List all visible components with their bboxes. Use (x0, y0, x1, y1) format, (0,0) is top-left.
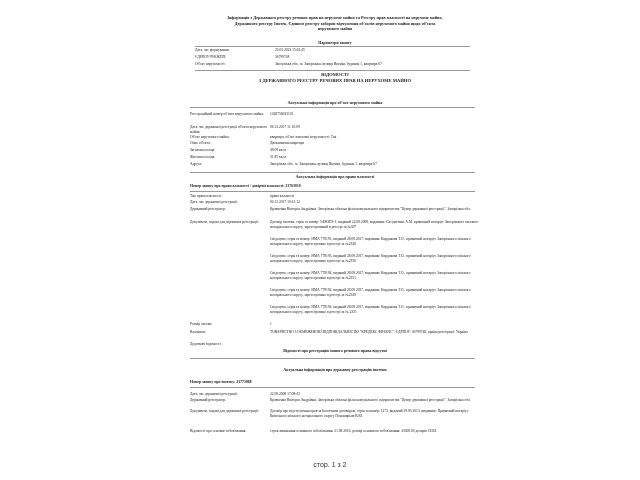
object-field-value: 48.09 кв.м (270, 148, 286, 152)
object-field-value: 31.85 кв.м (270, 155, 286, 159)
mortgage-field-label: Дата, час державної реєстрації: (190, 392, 238, 396)
object-field-value: 06.12.2017 11:10:09 (270, 125, 300, 129)
main-title-line-1: ВІДОМОСТІ (321, 72, 349, 77)
ownership-field-label: Тип права власності: (190, 194, 222, 198)
ownership-field-value: Свідоцтво, серія та номер: НМА 778194, виданий 28.09.2017, видавник: Кирдакова Т.О., приватний нотаріус Запорізького міського нотаріального округу, зареєстровано в реєстрі за № 2351 (270, 305, 471, 314)
divider (190, 191, 475, 192)
ownership-field-label: Додаткові відомості: (190, 342, 222, 346)
ownership-field-label: Розмір частки: (190, 322, 213, 326)
header-line-3: нерухомого майна (317, 26, 353, 32)
object-section-title: Актуальна інформація про об'єкт нерухомого майна (287, 100, 383, 105)
param-value: 25.03.2023 15:02:45 (275, 48, 305, 52)
mortgage-field-value: Договір про відступлення прав за Іпотечним договором, серія та номер: 1273, виданий 29.05.2013, видавник: Приватний нотаріус Київського міського нотаріального округу Пономарьов В.Ю. (270, 409, 469, 418)
object-field-label: Загальна площа: (190, 148, 216, 152)
ownership-field-value: право власності (270, 194, 295, 198)
object-field-value: Запорізька обл., м. Запоріжжя, вулиця Яценка, будинок 1, квартира 67 (270, 162, 377, 166)
main-title (150, 72, 520, 84)
divider (190, 107, 475, 108)
mortgage-field-value: 22.08.2008 17:08:43 (270, 392, 300, 396)
ownership-field-value: 04.12.2017 10:41:12 (270, 200, 300, 204)
object-field-value: 1428756023101 (270, 112, 294, 116)
mortgage-field-label: Відомості про основне зобов'язання: (190, 429, 247, 433)
main-title-line-2: З ДЕРЖАВНОГО РЕЄСТРУ РЕЧОВИХ ПРАВ НА НЕРУХОМЕ МАЙНО (258, 78, 412, 83)
ownership-field-value: Свідоцтво, серія та номер: НМА 778192, виданий 28.09.2017, видавник: Кирдакова Т.О., приватний нотаріус Запорізького міського нотаріального округу, зареєстровано в реєстрі за №2349 (270, 288, 471, 297)
mortgage-field-value: строк виконання основного зобов'язання: 21.08.2016, розмір основного зобов'язання: 43300.00 доларів США (270, 429, 437, 433)
ownership-field-label: Власники: (190, 330, 206, 334)
params-title: Параметри запиту (318, 40, 352, 45)
object-field-value: квартира, об'єкт житлової нерухомості: Так (270, 135, 337, 139)
mortgage-field-label: Документи, подані для державної реєстрації: (190, 409, 259, 413)
mortgage-section-title: Актуальна інформація про державну реєстрацію іпотеки (283, 367, 387, 372)
param-value: Запорізька обл., м. Запоріжжя, вулиця Яценка, будинок 1, квартира 67 (275, 62, 382, 66)
ownership-field-value: Кравченко Вікторія Андріївна, Запорізька обласна філія комунального підприємства "Центр державної реєстрації", Запорізька обл. (270, 207, 471, 211)
divider (190, 172, 475, 173)
mortgage-field-value: Кравченко Вікторія Андріївна, Запорізька обласна філія комунального підприємства "Центр державної реєстрації", Запорізька обл. (270, 398, 471, 402)
divider (190, 358, 475, 359)
header-line-2: Державного реєстру Іпотек, Єдиного реєстру заборон відчуження об'єктів нерухомого майна щодо об'єкта (234, 20, 436, 26)
page-number: стор. 1 з 2 (313, 462, 347, 469)
divider (195, 46, 470, 47)
ownership-field-value: Свідоцтво, серія та номер: НМА 778191, виданий 28.09.2017, видавник: Кирдакова Т.О., приватний нотаріус Запорізького міського нотаріального округу, зареєстровано в реєстрі за №2348 (270, 237, 471, 246)
divider (195, 70, 470, 71)
mortgage-record-title: Номер запису про іпотеку: 23773868 (190, 380, 252, 384)
ownership-field-value: Свідоцтво, серія та номер: НМА 778193, виданий 28.09.2017, видавник: Кирдакова Т.О., приватний нотаріус Запорізького міського нотаріального округу, зареєстровано в реєстрі за №2350 (270, 254, 471, 263)
ownership-field-label: Документи, подані для державної реєстрації: (190, 220, 259, 224)
object-field-label: Об'єкт нерухомого майна: (190, 135, 230, 139)
ownership-field-value: Свідоцтво, серія та номер: НМА 778194, виданий 28.09.2017, видавник: Кирдакова Т.О., приватний нотаріус Запорізького міського нотаріального округу, зареєстровано в реєстрі за №2351 (270, 271, 471, 280)
header-line-1: Інформація з Державного реєстру речових прав на нерухоме майно та Реєстру прав власності на нерухоме майно, (227, 15, 443, 20)
divider (190, 387, 475, 388)
object-field-label: Реєстраційний номер об'єкта нерухомого майна: (190, 112, 264, 116)
other-rights-title: Відомості про реєстрацію іншого речового права відсутні (283, 348, 387, 353)
document-header (185, 15, 485, 32)
object-field-value: Двокімнатна квартира (270, 141, 304, 145)
ownership-record-title: Номер запису про право власності / довірчої власності: 23763010 (190, 184, 301, 188)
object-field-label: Дата, час державної реєстрації об'єкта нерухомого майна: (190, 125, 268, 134)
object-field-label: Опис об'єкта: (190, 141, 211, 145)
object-field-label: Житлова площа: (190, 155, 216, 159)
param-label: ЄДРПОУ/РНОКПП: (195, 55, 227, 59)
ownership-field-label: Дата, час державної реєстрації: (190, 200, 238, 204)
param-label: Об'єкт нерухомості: (195, 62, 226, 66)
param-label: Дата, час формування: (195, 48, 230, 52)
ownership-field-label: Державний реєстратор: (190, 207, 226, 211)
param-value: 36799748 (275, 55, 290, 59)
ownership-field-value: 1 (270, 322, 272, 326)
ownership-field-value: Договір іпотеки, серія та номер: 5409ЗПЗ-1, виданий 22.08.2008, видавник: Сасідатенко А.М. приватний нотаріус Запорізького міського нотаріального округу, зареєстрований в реєстрі за №307 (270, 220, 479, 229)
mortgage-field-label: Державний реєстратор: (190, 398, 226, 402)
ownership-section-title: Актуальна інформація про право власності (295, 174, 375, 179)
object-field-label: Адреса: (190, 162, 203, 166)
ownership-field-value: ТОВАРИСТВО З ОБМЕЖЕНОЮ ВІДПОВІДАЛЬНІСТЮ "КРЕДЕКС ФІНАНС", ЄДРПОУ: 36799748, країна реєстрації: Україна (270, 330, 468, 334)
